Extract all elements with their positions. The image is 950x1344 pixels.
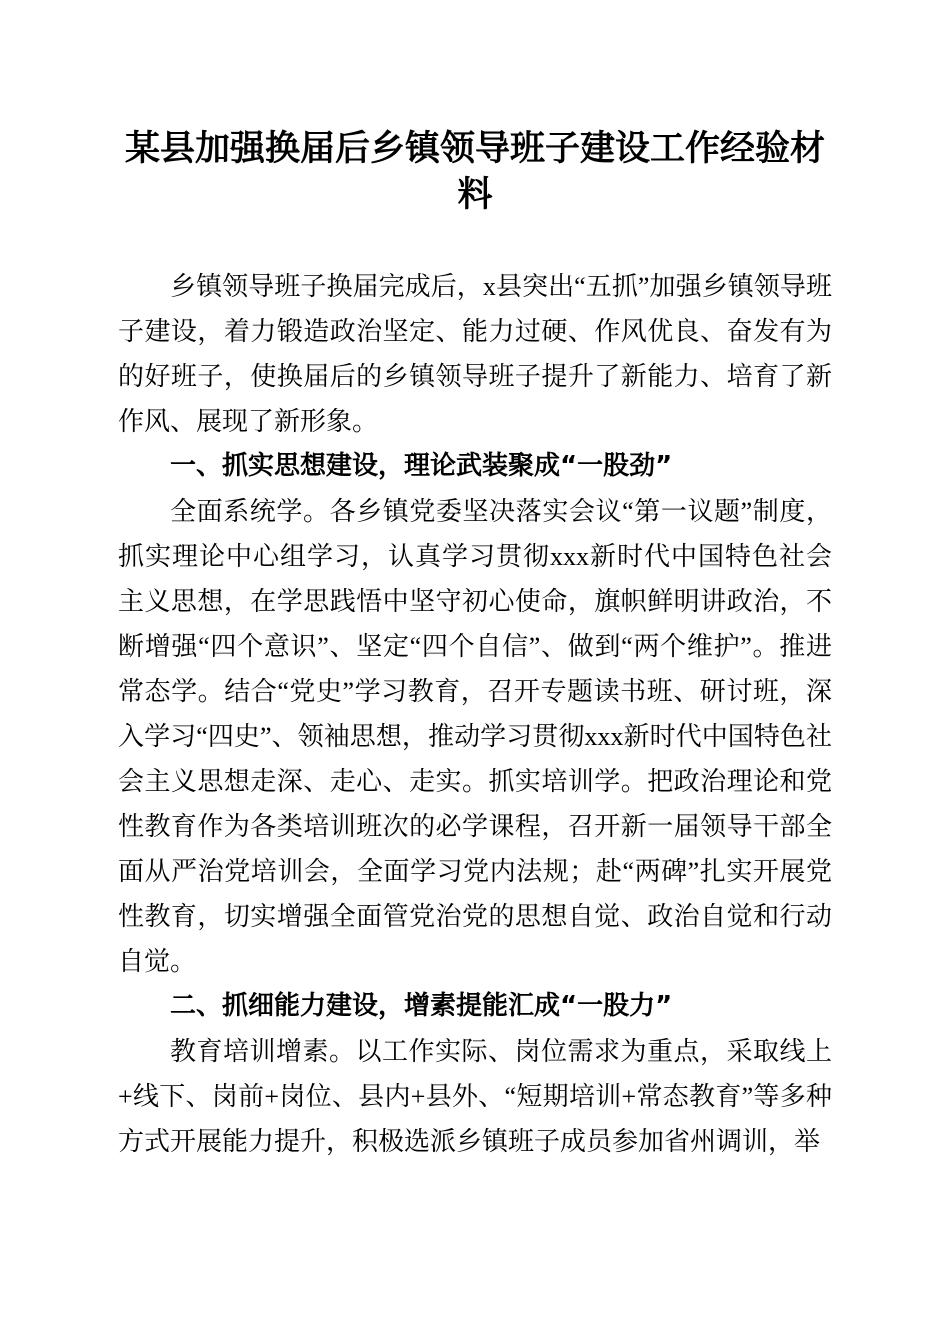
body-paragraph: 全面系统学。各乡镇党委坚决落实会议“第一议题”制度，抓实理论中心组学习，认真学习贯彻xxx新时代中国特色社会主义思想，在学思践悟中坚守初心使命，旗帜鲜明讲政治，不断增强“四个意识”、坚定“四个自信”、做到“两个维护”。推进常态学。结合“党史”学习教育，召开专题读书班、研讨班，深入学习“四史”、领袖思想，推动学习贯彻xxx新时代中国特色社会主义思想走深、走心、走实。抓实培训学。把政治理论和党性教育作为各类培训班次的必学课程，召开新一届领导干部全面从严治党培训会，全面学习党内法规；赴“两碑”扎实开展党性教育，切实增强全面管党治党的思想自觉、政治自觉和行动自觉。 xyxy=(118,497,832,977)
body-paragraph: 教育培训增素。以工作实际、岗位需求为重点，采取线上+线下、岗前+岗位、县内+县外、“短期培训+常态教育”等多种方式开展能力提升，积极选派乡镇班子成员参加省州调训，举 xyxy=(118,1037,832,1157)
section-heading: 一、抓实思想建设，理论武装聚成“一股劲” xyxy=(170,451,673,482)
document-body xyxy=(118,264,832,1164)
document-title: 某县加强换届后乡镇领导班子建设工作经验材料 xyxy=(124,129,825,216)
section-heading: 二、抓细能力建设，增素提能汇成“一股力” xyxy=(170,991,673,1022)
body-paragraph: 乡镇领导班子换届完成后，x县突出“五抓”加强乡镇领导班子建设，着力锻造政治坚定、能力过硬、作风优良、奋发有为的好班子，使换届后的乡镇领导班子提升了新能力、培育了新作风、展现了新形象。 xyxy=(118,272,832,437)
